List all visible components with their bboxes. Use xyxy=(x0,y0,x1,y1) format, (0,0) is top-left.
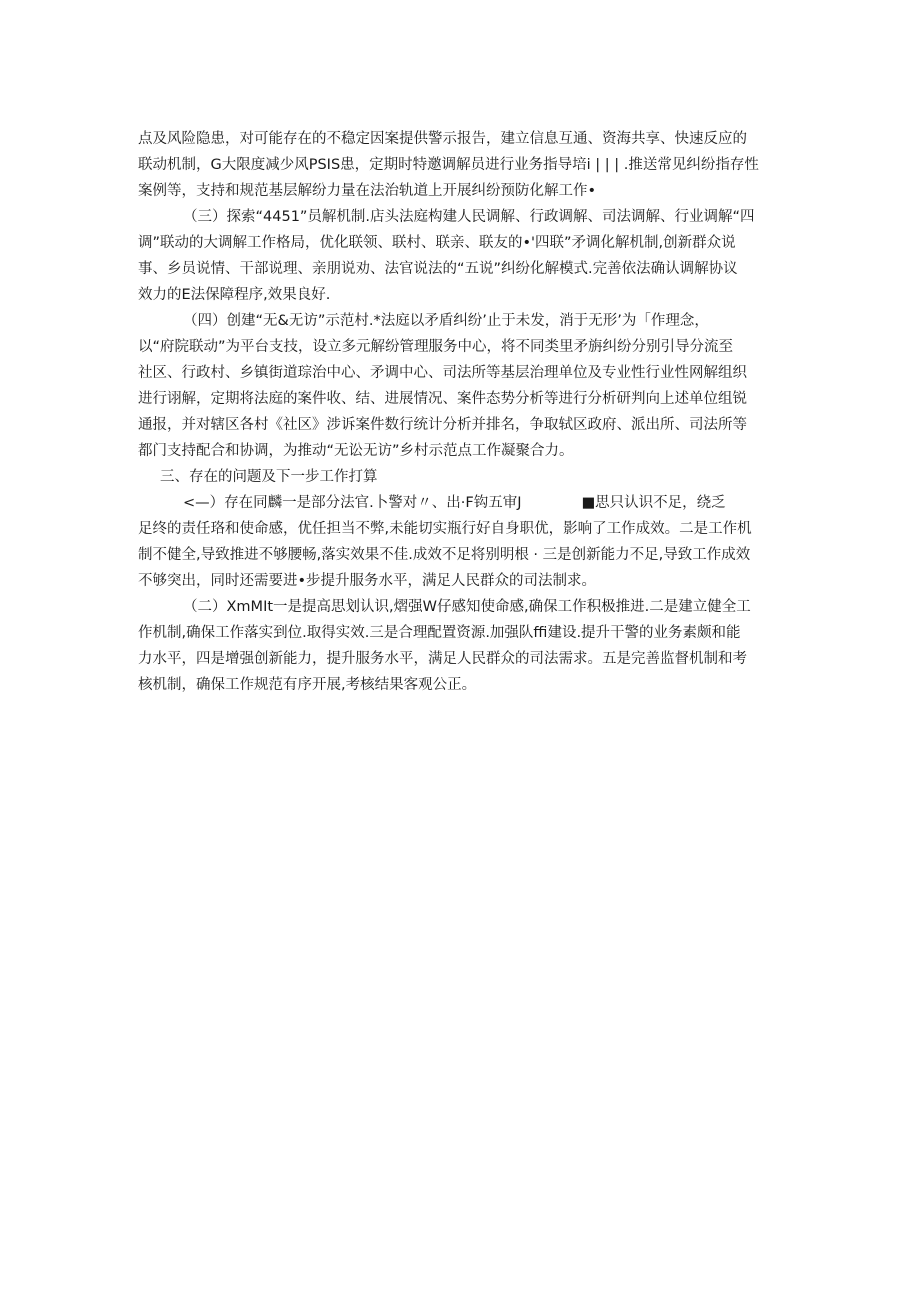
text-line: 制不健全,导致推进不够腰畅,落实效果不佳.成效不足将别明根 · 三是创新能力不足,导致工作成效 xyxy=(138,547,751,563)
document-body xyxy=(138,126,788,698)
text-line: 以“府院联动”为平台支技，设立多元解纷管理服务中心，将不同类里矛旃纠纷分别引导分流至 xyxy=(138,339,734,355)
text-line: 力水平，四是增强创新能力，提升服务水平，满足人民群众的司法需求。五是完善监督机制和考 xyxy=(138,651,747,667)
text-line: 效力的E法保障程序,效果良好. xyxy=(138,287,331,303)
text-line: （四）创建“无&无访”示范村.*法庭以矛盾纠纷’止于未发，消于无形’为「作理念， xyxy=(183,313,709,329)
text-line: 点及风险隐患，对可能存在的不稳定因案提供警示报告，建立信息互通、资海共享、快速反应的 xyxy=(138,131,747,147)
text-line: 不够突出，同时还需要进•步提升服务水平，满足人民群众的司法制求。 xyxy=(138,573,597,589)
text-line: 通报，并对辖区各村《社区》涉诉案件数行统计分析并排名，争取轼区政府、派出所、司法所等 xyxy=(138,417,747,433)
text-line: （三）探索“4451”员解机制.店头法庭构建人民调解、行政调解、司法调解、行业调解“四 xyxy=(183,209,755,225)
text-line xyxy=(138,490,788,516)
text-line: 都门支持配合和协调，为推动“无讼无访”乡村示范点工作凝聚合力。 xyxy=(138,443,574,459)
text-line: 联动机制，G大限度减少风PSIS患，定期时特邀调解员进行业务指导培i | | | .推送常见纠纷指存性 xyxy=(138,157,759,173)
text-line: （二）XmMIt一是提高思划认识,熠强W仔感知使命感,确保工作积极推进.二是建立健全工 xyxy=(183,599,751,615)
text-fragment: ■思只认识不足，绕乏 xyxy=(581,495,726,511)
text-line: 核机制，确保工作规范有序开展,考核结果客观公正。 xyxy=(138,677,477,693)
text-fragment: <—）存在同麟一是部分法官.卜警对〃、出·F钩五审J xyxy=(183,495,522,511)
text-line: 足终的责任珞和使命感，优任担当不弊,未能切实瓶行好自身职优，影响了工作成效。二是工作机 xyxy=(138,521,752,537)
text-line: 事、乡员说情、干部说理、亲朋说劝、法官说法的“五说”纠纷化解模式.完善依法确认调解协议 xyxy=(138,261,738,277)
text-line: 作机制,确保工作落实到位.取得实效.三是合理配置资源.加强队ffi建设.提升干警的业务素颇和能 xyxy=(138,625,741,641)
text-line: 进行诩解，定期将法庭的案件收、结、进展情况、案件态势分析等进行分析研判向上述单位组锐 xyxy=(138,391,747,407)
text-line: 社区、行政村、乡镇街道琮治中心、矛调中心、司法所等基层治理单位及专业性行业性网解组织 xyxy=(138,365,747,381)
text-line: 调”联动的大调解工作格局，优化联领、联村、联亲、联友的•'四联”矛调化解机制,创新群众说 xyxy=(138,235,736,251)
text-line: 案例等，支持和规范基层解纷力量在法治轨道上开展纠纷预防化解工作• xyxy=(138,183,597,199)
section-heading: 三、存在的问题及下一步工作打算 xyxy=(160,469,378,485)
